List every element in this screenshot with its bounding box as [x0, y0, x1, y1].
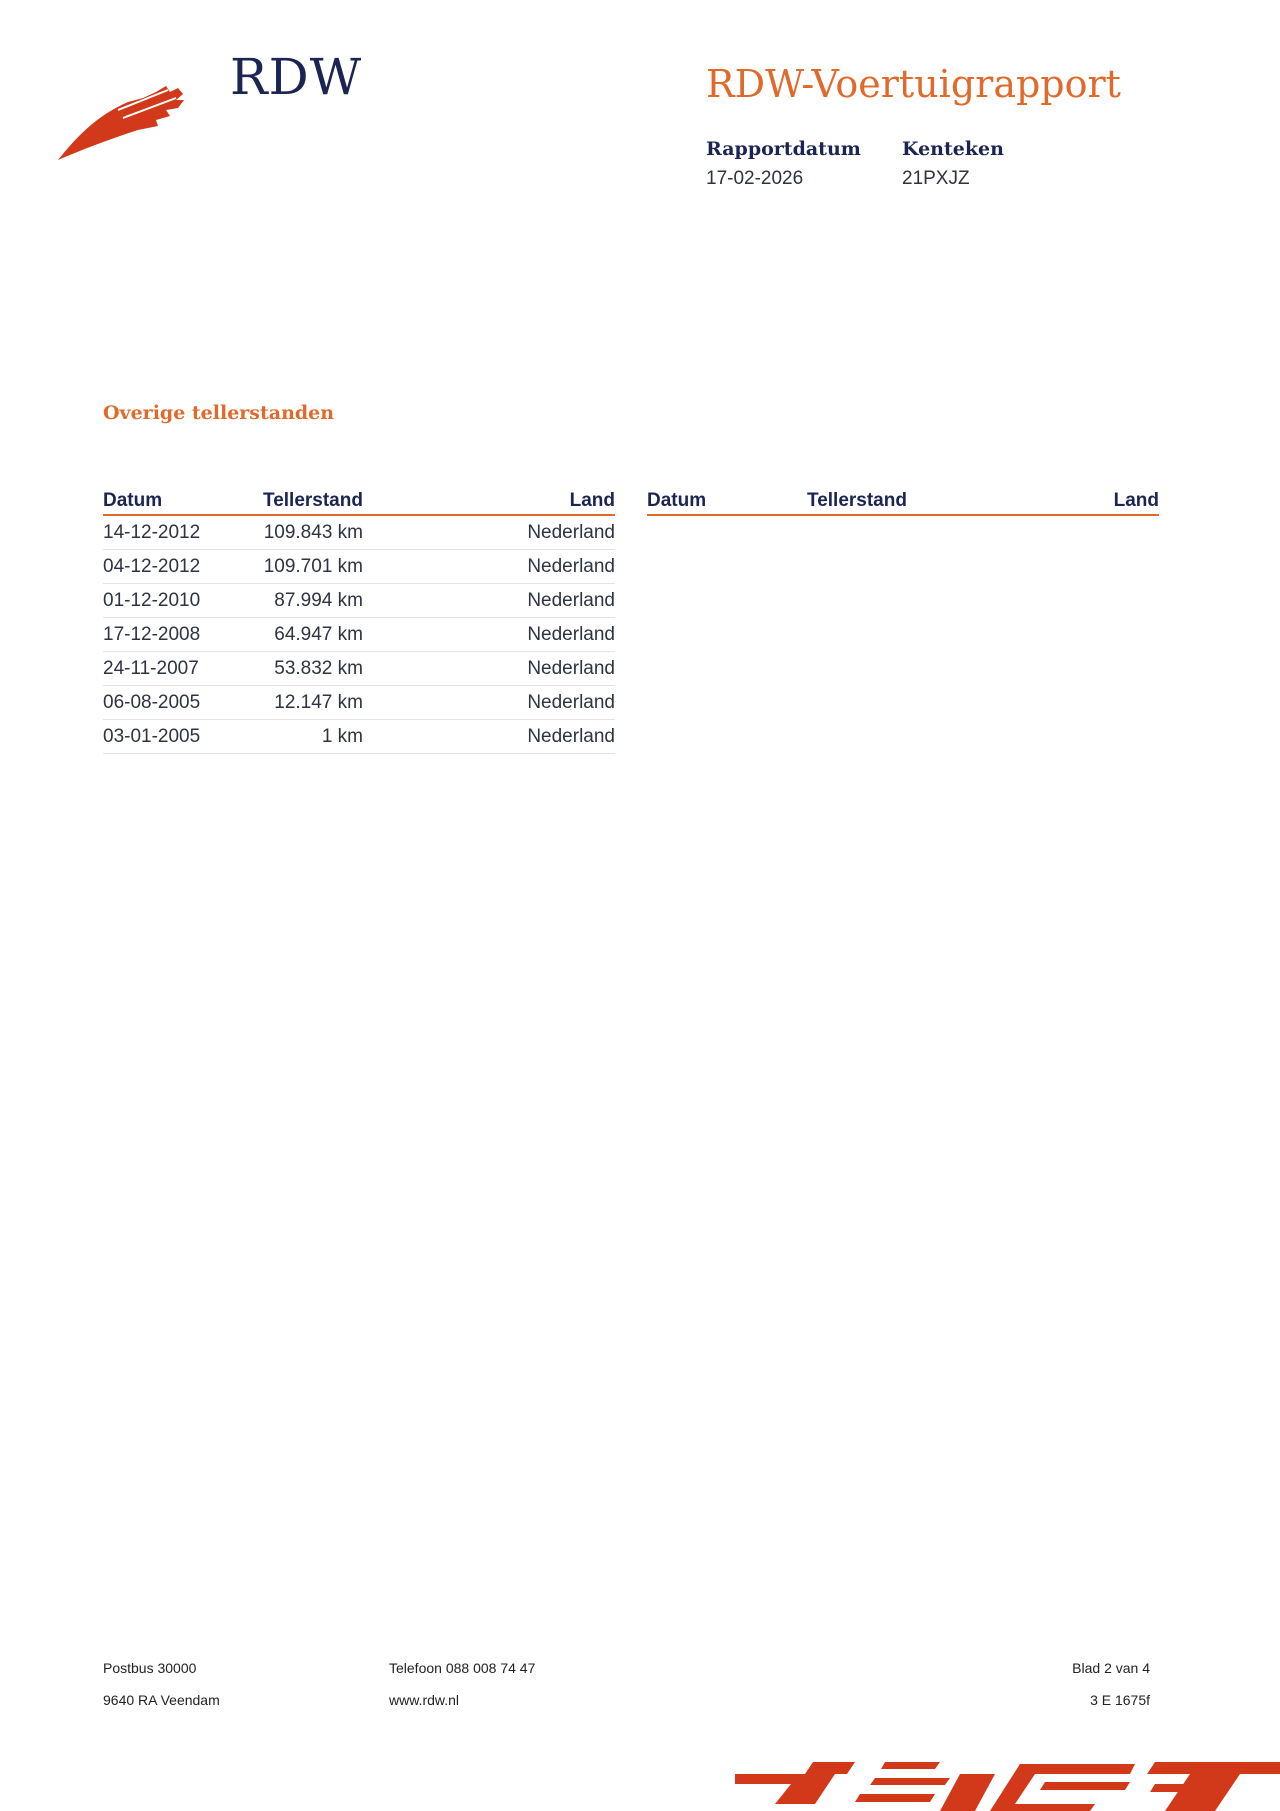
report-title: RDW-Voertuigrapport [706, 62, 1121, 106]
report-date-value: 17-02-2026 [706, 168, 804, 189]
cell-odometer: 12.147 km [274, 691, 363, 713]
cell-odometer: 109.701 km [263, 555, 363, 577]
footer-website: www.rdw.nl [389, 1692, 460, 1708]
rdw-logo-icon [58, 80, 208, 162]
cell-country: Nederland [527, 555, 615, 577]
table-row [103, 720, 615, 754]
cell-odometer: 53.832 km [274, 657, 363, 679]
cell-country: Nederland [527, 623, 615, 645]
cell-odometer: 87.994 km [274, 589, 363, 611]
section-title: Overige tellerstanden [103, 402, 335, 424]
report-date-label: Rapportdatum [706, 138, 861, 160]
cell-country: Nederland [527, 725, 615, 747]
footer-phone: Telefoon 088 008 74 47 [389, 1660, 536, 1676]
cell-country: Nederland [527, 691, 615, 713]
logo-text: RDW [230, 48, 363, 106]
plate-label: Kenteken [902, 138, 1004, 160]
report-date-block [706, 138, 861, 190]
table-row [103, 550, 615, 584]
header-date: Datum [647, 490, 707, 511]
table-row [103, 584, 615, 618]
table-row [103, 516, 615, 550]
cell-odometer: 109.843 km [263, 521, 363, 543]
table-row [103, 652, 615, 686]
cell-date: 14-12-2012 [103, 521, 201, 543]
footer-page-number: Blad 2 van 4 [1072, 1660, 1150, 1676]
cell-date: 04-12-2012 [103, 555, 201, 577]
plate-value: 21PXJZ [902, 168, 970, 189]
cell-odometer: 64.947 km [274, 623, 363, 645]
footer-doc-code: 3 E 1675f [1090, 1692, 1150, 1708]
table-header [103, 488, 615, 516]
cell-date: 03-01-2005 [103, 725, 201, 747]
footer-address-line1: Postbus 30000 [103, 1660, 197, 1676]
header-odometer: Tellerstand [263, 490, 363, 511]
header-date: Datum [103, 490, 163, 511]
header-odometer: Tellerstand [807, 490, 907, 511]
footer-stripes-decoration [735, 1760, 1280, 1811]
cell-date: 01-12-2010 [103, 589, 201, 611]
cell-date: 17-12-2008 [103, 623, 201, 645]
footer-address-line2: 9640 RA Veendam [103, 1692, 220, 1708]
odometer-table-right [647, 488, 1159, 516]
cell-date: 06-08-2005 [103, 691, 201, 713]
plate-block [902, 138, 1004, 190]
table-header [647, 488, 1159, 516]
odometer-table-left [103, 488, 615, 754]
cell-odometer: 1 km [321, 725, 363, 747]
cell-date: 24-11-2007 [103, 657, 199, 679]
table-row [103, 686, 615, 720]
cell-country: Nederland [527, 657, 615, 679]
cell-country: Nederland [527, 589, 615, 611]
cell-country: Nederland [527, 521, 615, 543]
table-row [103, 618, 615, 652]
header-country: Land [1113, 490, 1159, 511]
header-country: Land [569, 490, 615, 511]
